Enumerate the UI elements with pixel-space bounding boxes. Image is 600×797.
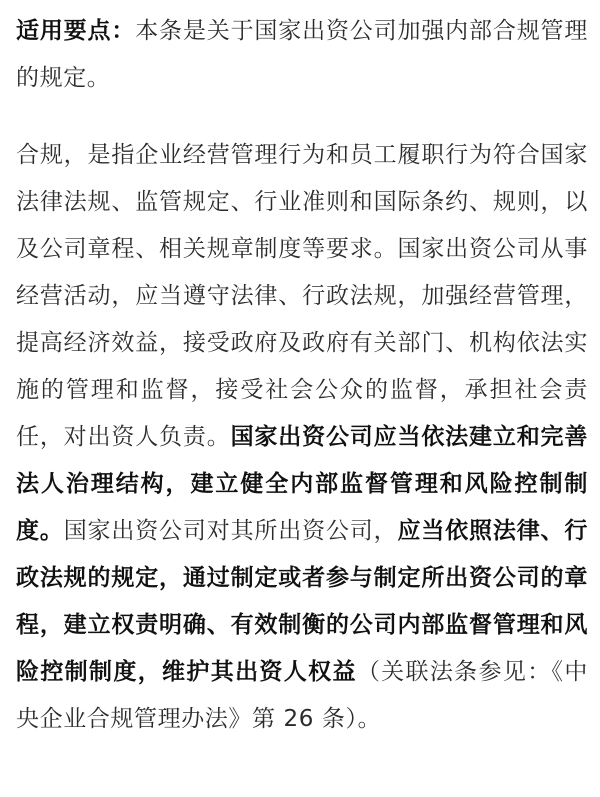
- intro-paragraph: [16, 8, 588, 102]
- investor-rights-bold: 应当依照法律、行政法规的规定，通过制定或者参与制定所出资公司的章程，建立权责明确、有效制衡的公司内部监督管理和风险控制制度，维护其出资人权益: [16, 518, 588, 685]
- article-content: [16, 8, 588, 743]
- intro-text: 本条是关于国家出资公司加强内部合规管理的规定。: [16, 18, 588, 91]
- governance-requirement-bold: 国家出资公司应当依法建立和完善法人治理结构，建立健全内部监督管理和风险控制制度。: [16, 424, 588, 544]
- compliance-definition-text: 合规，是指企业经营管理行为和员工履职行为符合国家法律法规、监管规定、行业准则和国际条约、规则，以及公司章程、相关规章制度等要求。国家出资公司从事经营活动，应当遵守法律、行政法规，加强经营管理，提高经济效益，接受政府及政府有关部门、机构依法实施的管理和监督，接受社会公众的监督，承担社会责任，对出资人负责。: [16, 142, 588, 450]
- body-paragraph: [16, 132, 588, 743]
- related-law-reference: （关联法条参见：《中央企业合规管理办法》第 26 条）。: [16, 659, 589, 732]
- investee-text: 国家出资公司对其所出资公司，: [63, 518, 398, 544]
- applicable-points-heading: 适用要点：: [16, 18, 136, 44]
